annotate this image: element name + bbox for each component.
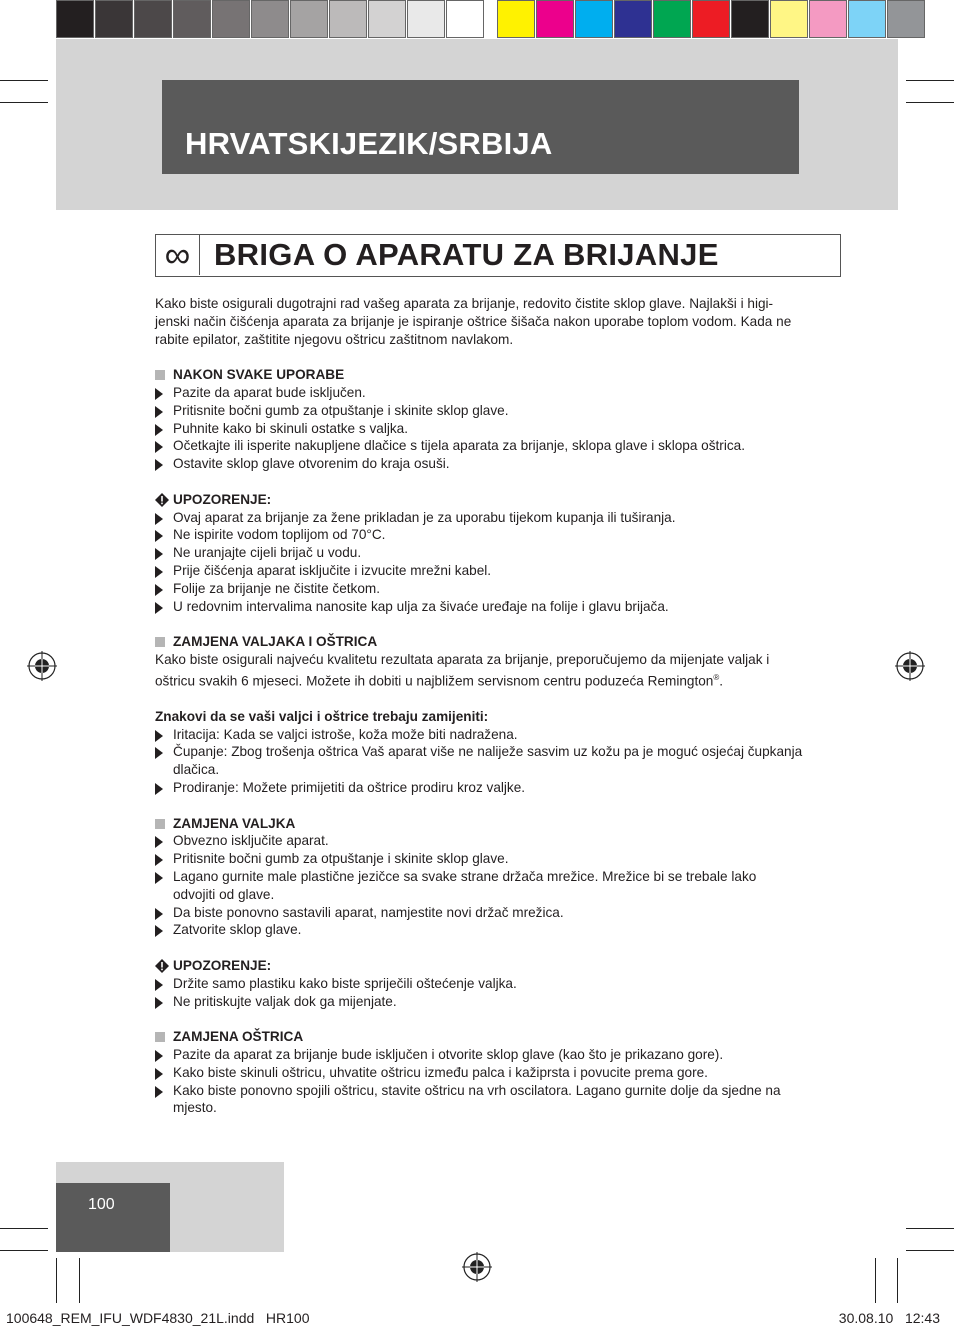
language-title-block	[162, 80, 799, 174]
crop-mark	[906, 102, 954, 103]
list-item: Pazite da aparat za brijanje bude isključen i otvorite sklop glave (kao što je prikazano gore).	[155, 1046, 845, 1064]
color-swatch	[887, 0, 925, 38]
triangle-bullet-icon	[155, 406, 163, 418]
list-item: Očetkajte ili isperite nakupljene dlačice s tijela aparata za brijanje, sklopa glave i sklopa oštrica.	[155, 437, 845, 455]
swatch-gap	[485, 0, 497, 38]
paragraph-line: Kako biste osigurali najveću kvalitetu rezultata aparata za brijanje, preporučujemo da mijenjate valjak i	[155, 651, 770, 667]
crop-mark	[875, 1258, 876, 1303]
list-item: Ne uranjajte cijeli brijač u vodu.	[155, 544, 845, 562]
list-item: Obvezno isključite aparat.	[155, 832, 845, 850]
content	[155, 295, 845, 1117]
square-bullet-icon	[155, 637, 165, 647]
triangle-bullet-icon	[155, 730, 163, 742]
color-calibration-bar	[56, 0, 926, 38]
triangle-bullet-icon	[155, 388, 163, 400]
color-swatch	[290, 0, 328, 38]
section-header	[155, 234, 841, 277]
crop-mark	[79, 1258, 80, 1303]
square-bullet-icon	[155, 819, 165, 829]
intro-line: rabite epilator, zaštitite njegovu oštricu zaštitnom navlakom.	[155, 331, 514, 347]
triangle-bullet-icon	[155, 872, 163, 884]
list-item: Ostavite sklop glave otvorenim do kraja osuši.	[155, 455, 845, 473]
list-item: Ne pritiskujte valjak dok ga mijenjate.	[155, 993, 845, 1011]
registration-mark-icon	[462, 1252, 492, 1282]
triangle-bullet-icon	[155, 836, 163, 848]
crop-mark	[897, 1258, 898, 1303]
warning-icon	[155, 493, 169, 507]
list-item: Da biste ponovno sastavili aparat, namjestite novi držač mrežica.	[155, 904, 845, 922]
file-slug: 100648_REM_IFU_WDF4830_21L.indd HR100	[6, 1310, 310, 1326]
list-item: Prije čišćenja aparat isključite i izvucite mrežni kabel.	[155, 562, 845, 580]
crop-mark	[906, 1250, 954, 1251]
triangle-bullet-icon	[155, 783, 163, 795]
square-bullet-icon	[155, 370, 165, 380]
crop-mark	[906, 1228, 954, 1229]
list-item: Pazite da aparat bude isključen.	[155, 384, 845, 402]
square-bullet-icon	[155, 1032, 165, 1042]
crop-mark	[56, 1258, 57, 1303]
color-swatch	[407, 0, 445, 38]
warning-heading: UPOZORENJE:	[155, 957, 845, 975]
list-item: Folije za brijanje ne čistite četkom.	[155, 580, 845, 598]
registration-mark-icon	[27, 651, 57, 681]
color-swatch	[368, 0, 406, 38]
list-item: Lagano gurnite male plastične jezičce sa svake strane držača mrežice. Mrežice bi se trebale lako odvojiti od glave.	[155, 868, 845, 904]
triangle-bullet-icon	[155, 908, 163, 920]
replace-roller-heading: ZAMJENA VALJKA	[155, 815, 845, 833]
triangle-bullet-icon	[155, 441, 163, 453]
warning-icon	[155, 959, 169, 973]
color-swatch	[95, 0, 133, 38]
list-item: Pritisnite bočni gumb za otpuštanje i skinite sklop glave.	[155, 402, 845, 420]
crop-mark	[906, 80, 954, 81]
triangle-bullet-icon	[155, 584, 163, 596]
infinity-icon: ∞	[156, 235, 200, 275]
paragraph-line: oštricu svakih 6 mjeseci. Možete ih dobiti u najbližem servisnom centru poduzeća Remington®.	[155, 672, 724, 689]
triangle-bullet-icon	[155, 747, 163, 759]
list-item: Kako biste skinuli oštricu, uhvatite oštricu između palca i kažiprsta i povucite prema gore.	[155, 1064, 845, 1082]
triangle-bullet-icon	[155, 459, 163, 471]
triangle-bullet-icon	[155, 513, 163, 525]
triangle-bullet-icon	[155, 548, 163, 560]
after-use-heading: NAKON SVAKE UPORABE	[155, 366, 845, 384]
crop-mark	[0, 80, 48, 81]
color-swatch	[212, 0, 250, 38]
color-swatch	[770, 0, 808, 38]
list-item: Ovaj aparat za brijanje za žene prikladan je za uporabu tijekom kupanja ili tuširanja.	[155, 509, 845, 527]
crop-mark	[0, 1228, 48, 1229]
list-item: Držite samo plastiku kako biste spriječili oštećenje valjka.	[155, 975, 845, 993]
list-item: Čupanje: Zbog trošenja oštrica Vaš aparat više ne naliježe sasvim uz kožu pa je moguć osjećaj čupkanja dlačica.	[155, 743, 845, 779]
color-swatch	[731, 0, 769, 38]
triangle-bullet-icon	[155, 1086, 163, 1098]
triangle-bullet-icon	[155, 1068, 163, 1080]
color-swatch	[692, 0, 730, 38]
list-item: Zatvorite sklop glave.	[155, 921, 845, 939]
triangle-bullet-icon	[155, 979, 163, 991]
color-swatch	[848, 0, 886, 38]
list-item: Iritacija: Kada se valjci istroše, koža može biti nadražena.	[155, 726, 845, 744]
list-item: Pritisnite bočni gumb za otpuštanje i skinite sklop glave.	[155, 850, 845, 868]
color-swatch	[173, 0, 211, 38]
color-swatch	[446, 0, 484, 38]
crop-mark	[0, 1250, 48, 1251]
color-swatch	[251, 0, 289, 38]
triangle-bullet-icon	[155, 530, 163, 542]
color-swatch	[614, 0, 652, 38]
triangle-bullet-icon	[155, 925, 163, 937]
triangle-bullet-icon	[155, 1050, 163, 1062]
color-swatch	[497, 0, 535, 38]
intro-line: Kako biste osigurali dugotrajni rad vašeg aparata za brijanje, redovito čistite sklop glave. Najlakši i higi-	[155, 296, 774, 311]
page-number: 100	[88, 1196, 115, 1213]
color-swatch	[329, 0, 367, 38]
registration-mark-icon	[895, 651, 925, 681]
color-swatch	[575, 0, 613, 38]
color-swatch	[56, 0, 94, 38]
list-item: Puhnite kako bi skinuli ostatke s valjka.	[155, 420, 845, 438]
color-swatch	[653, 0, 691, 38]
signs-heading: Znakovi da se vaši valjci i oštrice trebaju zamijeniti:	[155, 708, 489, 724]
replace-both-heading: ZAMJENA VALJAKA I OŠTRICA	[155, 633, 845, 651]
crop-mark	[0, 102, 48, 103]
triangle-bullet-icon	[155, 997, 163, 1009]
color-swatch	[134, 0, 172, 38]
language-title: HRVATSKIJEZIK/SRBIJA	[185, 126, 553, 161]
triangle-bullet-icon	[155, 566, 163, 578]
triangle-bullet-icon	[155, 854, 163, 866]
triangle-bullet-icon	[155, 602, 163, 614]
section-title: BRIGA O APARATU ZA BRIJANJE	[214, 237, 719, 272]
list-item: Ne ispirite vodom toplijom od 70°C.	[155, 526, 845, 544]
color-swatch	[809, 0, 847, 38]
list-item: Kako biste ponovno spojili oštricu, stavite oštricu na vrh oscilatora. Lagano gurnite dolje da sjedne na mjesto.	[155, 1082, 845, 1118]
list-item: U redovnim intervalima nanosite kap ulja za šivaće uređaje na folije i glavu brijača.	[155, 598, 845, 616]
triangle-bullet-icon	[155, 424, 163, 436]
color-swatch	[536, 0, 574, 38]
warning-heading: UPOZORENJE:	[155, 491, 845, 509]
page-number-block	[56, 1183, 170, 1252]
list-item: Prodiranje: Možete primijetiti da oštrice prodiru kroz valjke.	[155, 779, 845, 797]
intro-line: jenski način čišćenja aparata za brijanje je ispiranje oštrice šišača nakon uporabe toplom vodom. Kada ne	[155, 313, 792, 329]
replace-blade-heading: ZAMJENA OŠTRICA	[155, 1028, 845, 1046]
date-slug: 30.08.10 12:43	[838, 1310, 940, 1326]
